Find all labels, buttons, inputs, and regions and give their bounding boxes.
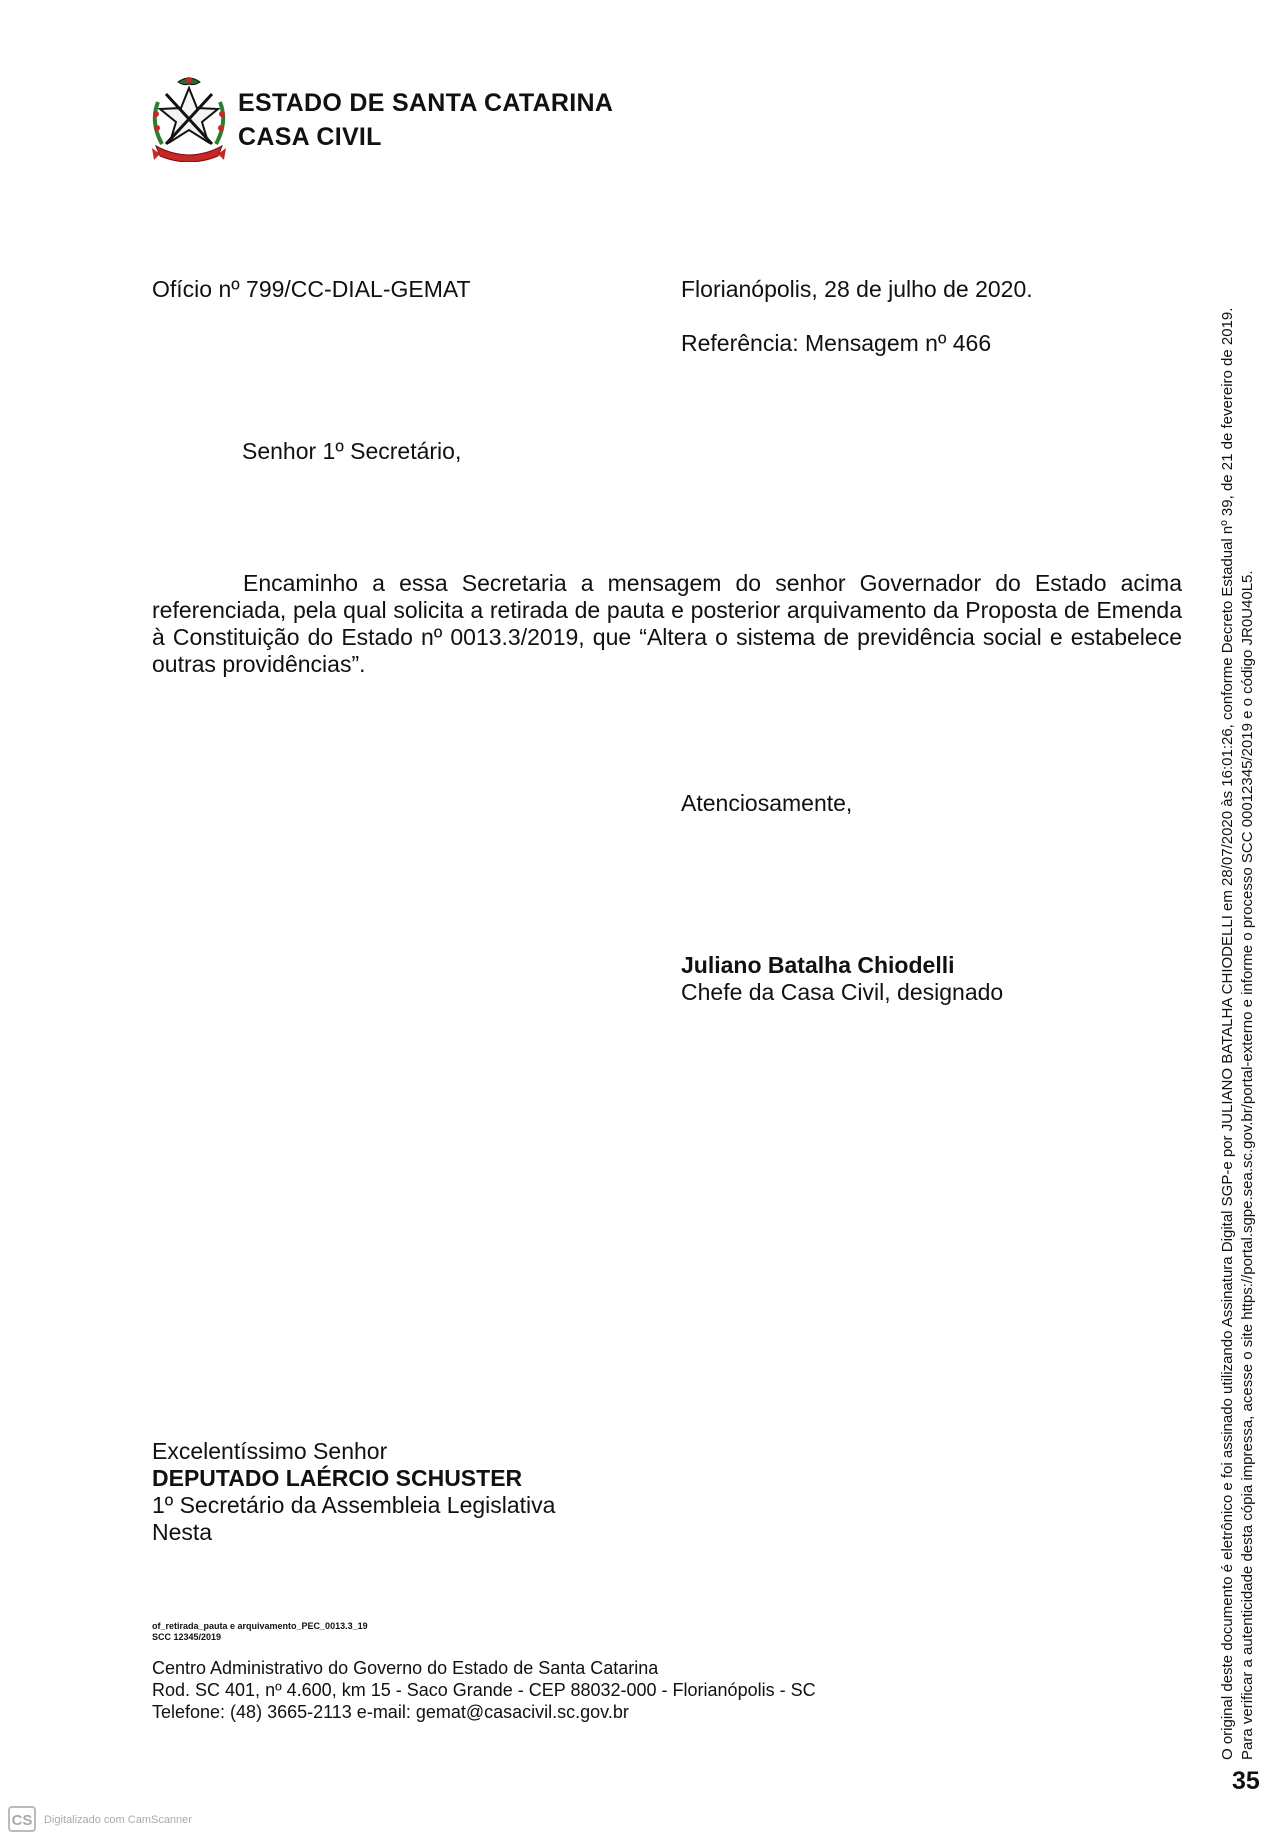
footer-line: Telefone: (48) 3665-2113 e-mail: gemat@casacivil.sc.gov.br <box>152 1702 629 1722</box>
letterhead-department: CASA CIVIL <box>238 123 382 151</box>
digital-signature-note <box>1218 90 1258 1760</box>
letterhead <box>238 86 613 154</box>
signer-role: Chefe da Casa Civil, designado <box>681 979 1004 1005</box>
addressee-block <box>152 1438 555 1546</box>
letter-date: Florianópolis, 28 de julho de 2020. <box>681 276 1033 302</box>
scanner-watermark: Digitalizado com CamScanner <box>44 1814 192 1826</box>
addressee-line: Nesta <box>152 1519 213 1545</box>
coat-of-arms-icon <box>148 72 230 162</box>
page-number: 35 <box>1232 1767 1260 1795</box>
signature-note-line: O original deste documento é eletrônico e foi assinado utilizando Assinatura Digital SGP-e por JULIANO BATALHA CHIODELLI em 28/07/2020 às 16:01:26, conforme Decreto Estadual nº 39, de 21 de fevereiro de 2019. <box>1219 307 1236 1760</box>
letter-reference: Referência: Mensagem nº 466 <box>681 330 992 356</box>
footer-line: Rod. SC 401, nº 4.600, km 15 - Saco Grande - CEP 88032-000 - Florianópolis - SC <box>152 1680 816 1700</box>
letter-body: Encaminho a essa Secretaria a mensagem do senhor Governador do Estado acima referenciada, pela qual solicita a retirada de pauta e posterior arquivamento da Proposta de Emenda à Constituição do Estado nº 0013.3/2019, que “Altera o sistema de previdência social e estabelece outras providências”. <box>152 570 1182 677</box>
letterhead-state: ESTADO DE SANTA CATARINA <box>238 89 614 117</box>
verification-note-line: Para verificar a autenticidade desta cópia impressa, acesse o site https://portal.sgpe.sea.sc.gov.br/portal-externo e informe o processo SCC 00012345/2019 e o código JR0U40L5. <box>1239 570 1256 1760</box>
oficio-number: Ofício nº 799/CC-DIAL-GEMAT <box>152 276 471 302</box>
footer-line: Centro Administrativo do Governo do Estado de Santa Catarina <box>152 1658 659 1678</box>
addressee-line: 1º Secretário da Assembleia Legislativa <box>152 1492 556 1518</box>
file-code-process: SCC 12345/2019 <box>152 1632 222 1642</box>
addressee-line: Excelentíssimo Senhor <box>152 1438 388 1464</box>
footer-address <box>152 1657 816 1723</box>
camscanner-logo-icon: CS <box>8 1806 36 1832</box>
file-code <box>152 1621 368 1643</box>
closing: Atenciosamente, <box>681 790 853 816</box>
signer-name: Juliano Batalha Chiodelli <box>681 952 955 978</box>
salutation: Senhor 1º Secretário, <box>242 438 462 464</box>
addressee-name: DEPUTADO LAÉRCIO SCHUSTER <box>152 1465 523 1491</box>
file-code-name: of_retirada_pauta e arquivamento_PEC_0013.3_19 <box>152 1621 368 1631</box>
